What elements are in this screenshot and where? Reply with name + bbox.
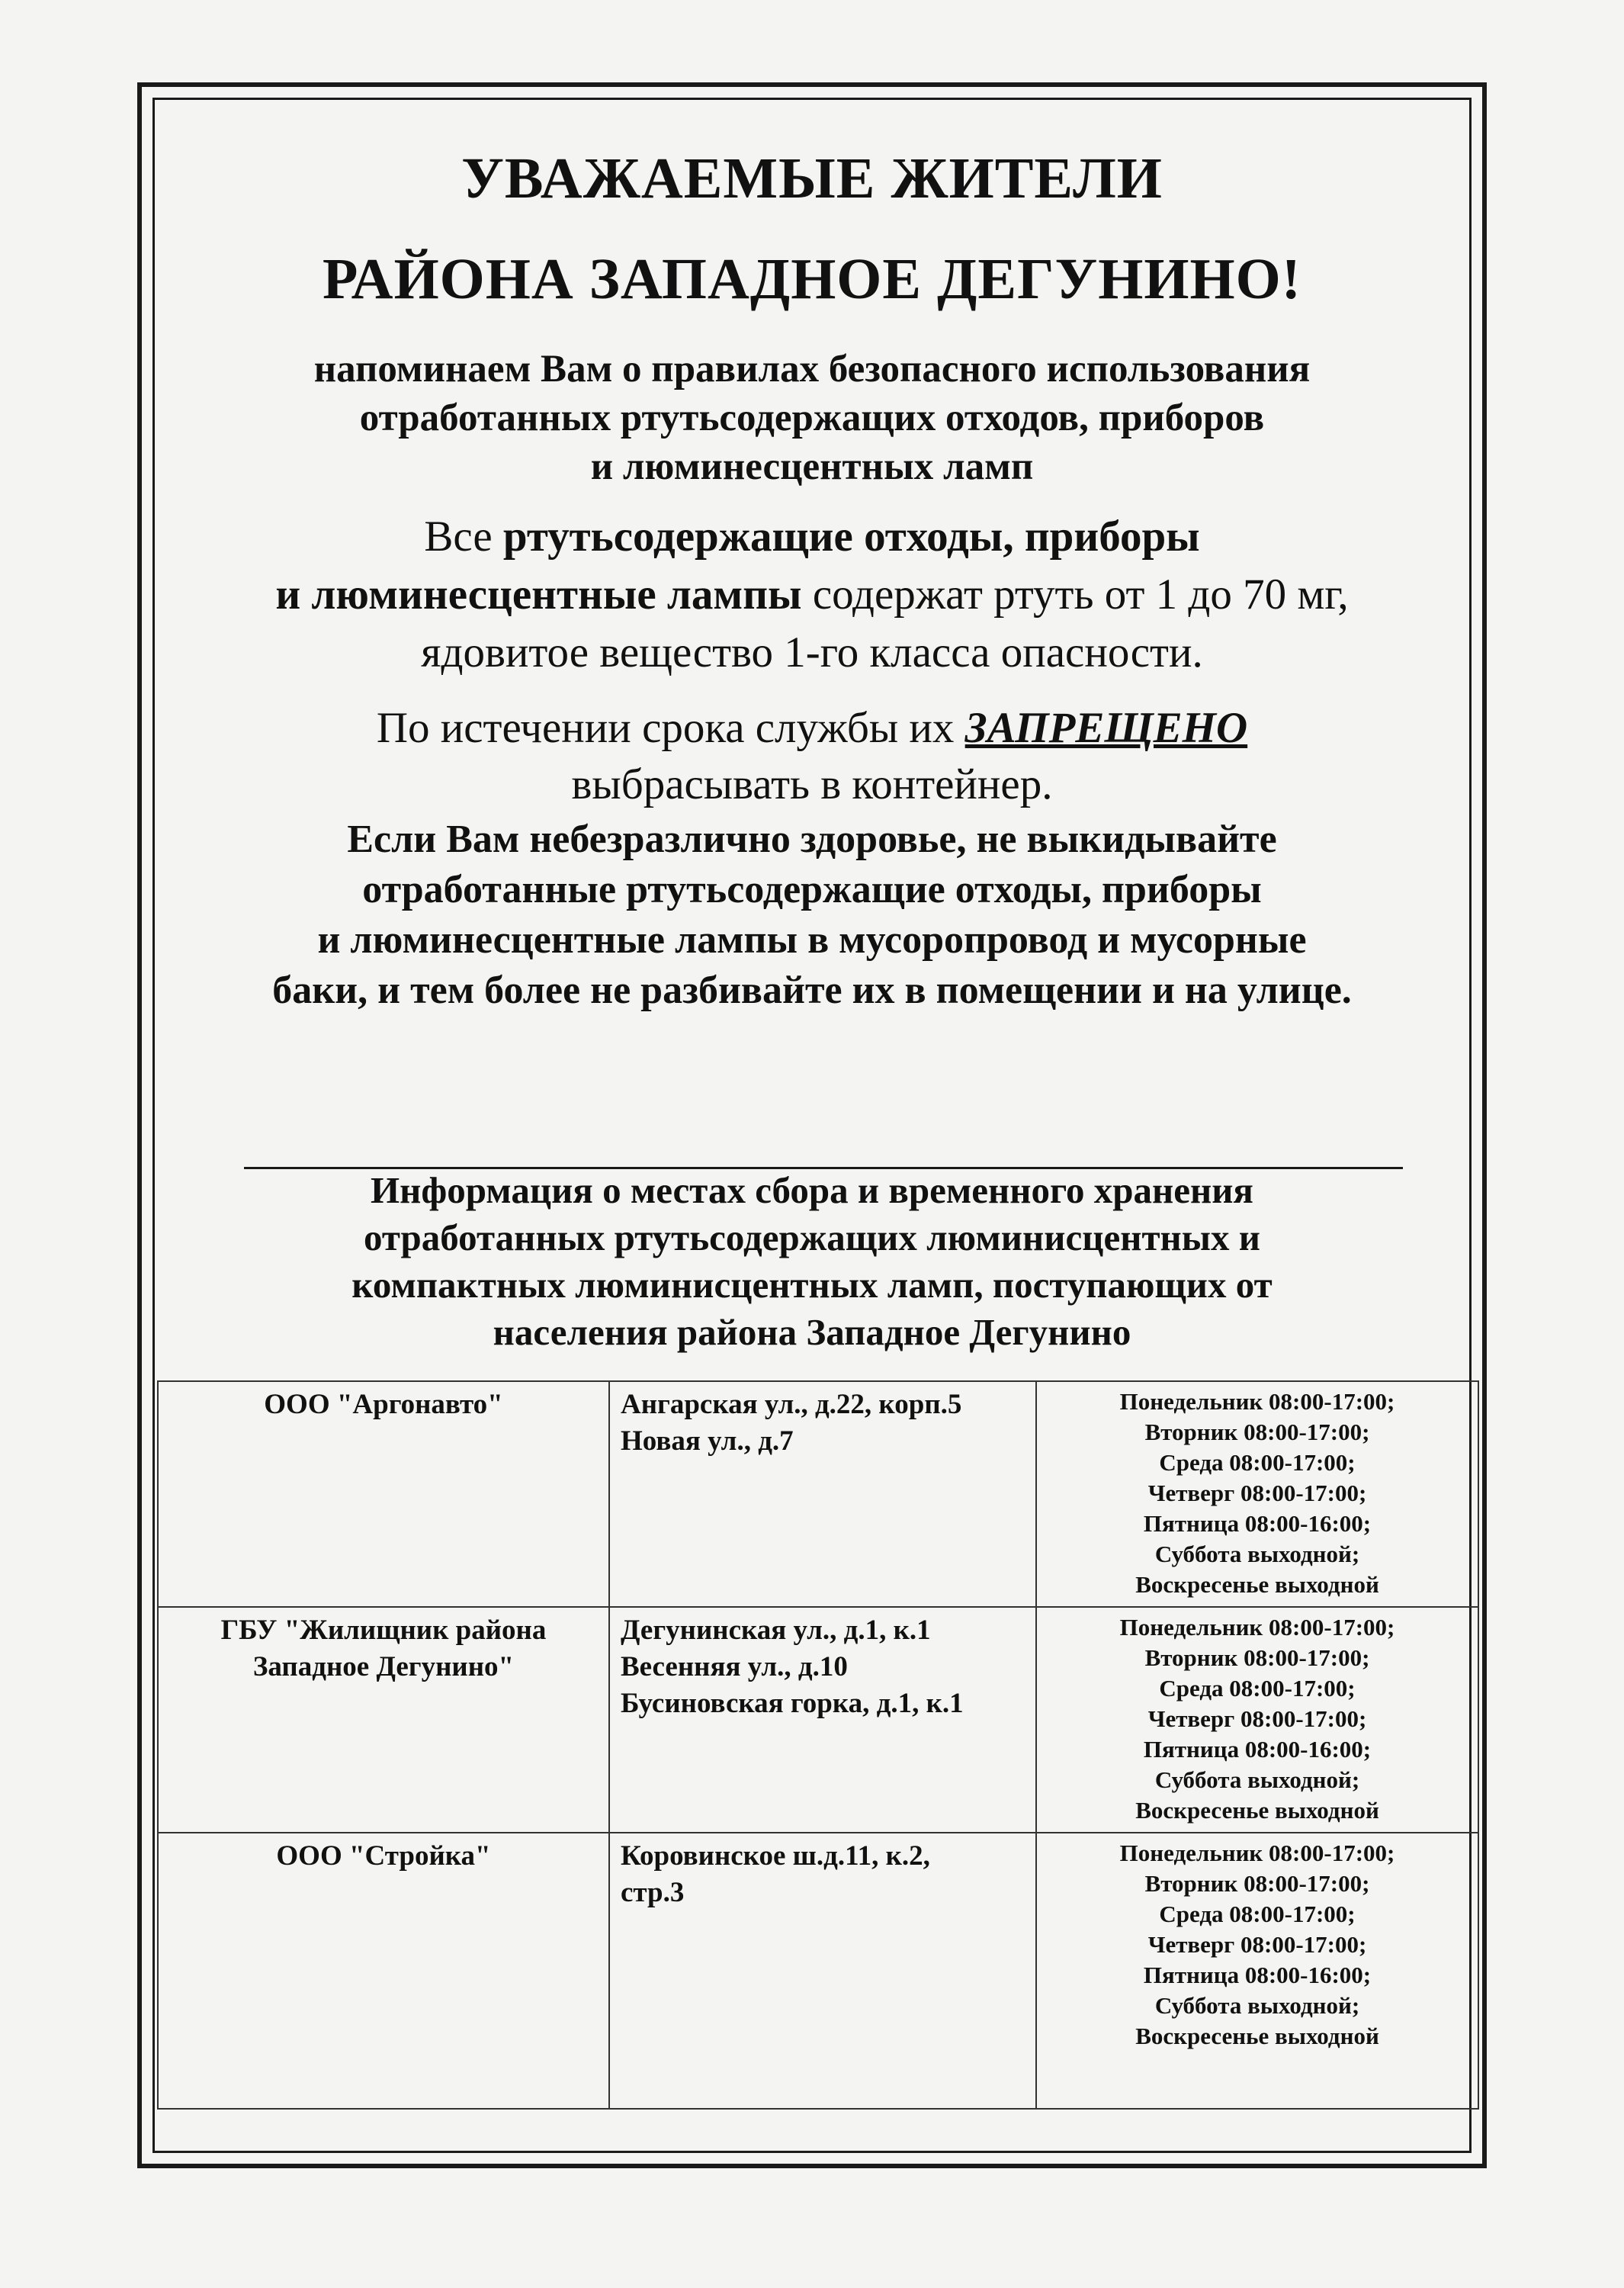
mercury-prefix: Все [424, 513, 503, 561]
address-line: Бусиновская горка, д.1, к.1 [621, 1688, 964, 1719]
schedule-line: Суббота выходной; [1154, 1992, 1360, 2019]
plea-paragraph [157, 815, 1467, 1016]
plea-line: и люминесцентные лампы в мусоропровод и мусорные [317, 918, 1307, 962]
schedule-cell [1036, 1607, 1478, 1833]
mercury-line-3: ядовитое вещество 1-го класса опасности. [421, 628, 1203, 676]
intro-paragraph [157, 345, 1467, 491]
info-line: Информация о местах сбора и временного хранения [371, 1169, 1253, 1211]
schedule-line: Понедельник 08:00-17:00; [1119, 1840, 1395, 1866]
address-cell [609, 1607, 1036, 1833]
schedule-line: Четверг 08:00-17:00; [1147, 1931, 1367, 1958]
address-line: Коровинское ш.д.11, к.2, [621, 1840, 930, 1872]
address-cell [609, 1833, 1036, 2109]
schedule-line: Суббота выходной; [1154, 1541, 1360, 1567]
address-line: Ангарская ул., д.22, корп.5 [621, 1389, 962, 1420]
intro-line: напоминаем Вам о правилах безопасного использования [313, 348, 1311, 390]
organization-name: ООО "Стройка" [276, 1840, 491, 1872]
table-row [158, 1381, 1478, 1607]
organization-cell [158, 1833, 609, 2109]
schedule-line: Вторник 08:00-17:00; [1144, 1419, 1370, 1445]
schedule-line: Среда 08:00-17:00; [1159, 1901, 1356, 1927]
info-heading [157, 1167, 1467, 1356]
organization-name: Западное Дегунино" [252, 1651, 515, 1682]
intro-line: отработанных ртутьсодержащих отходов, приборов [359, 397, 1265, 439]
title-line-2: РАЙОНА ЗАПАДНОЕ ДЕГУНИНО! [322, 247, 1301, 311]
ban-paragraph [157, 700, 1467, 813]
organization-name: ГБУ "Жилищник района [220, 1615, 547, 1646]
mercury-line-2 [157, 566, 1467, 624]
address-line: Дегунинская ул., д.1, к.1 [621, 1615, 931, 1646]
schedule-line: Пятница 08:00-16:00; [1143, 1736, 1372, 1763]
schedule-cell [1036, 1381, 1478, 1607]
plea-line: отработанные ртутьсодержащие отходы, приборы [362, 868, 1262, 911]
table-row [158, 1607, 1478, 1833]
schedule-line: Четверг 08:00-17:00; [1147, 1705, 1367, 1732]
mercury-paragraph [157, 508, 1467, 682]
schedule-line: Среда 08:00-17:00; [1159, 1449, 1356, 1476]
schedule-line: Понедельник 08:00-17:00; [1119, 1614, 1395, 1640]
organization-cell [158, 1607, 609, 1833]
table-row [158, 1833, 1478, 2109]
address-line: стр.3 [621, 1877, 685, 1908]
info-line: отработанных ртутьсодержащих люминисцентных и [364, 1216, 1260, 1258]
info-line: компактных люминисцентных ламп, поступающих от [351, 1264, 1273, 1306]
mercury-highlight-2: и люминесцентные лампы [275, 570, 802, 619]
plea-line: баки, и тем более не разбивайте их в помещении и на улице. [272, 969, 1352, 1012]
organization-cell [158, 1381, 609, 1607]
notice-content [157, 102, 1467, 1016]
schedule-line: Воскресенье выходной [1135, 1571, 1379, 1598]
mercury-line-1 [157, 508, 1467, 566]
address-line: Новая ул., д.7 [621, 1425, 794, 1457]
organization-name: ООО "Аргонавто" [264, 1389, 503, 1420]
schedule-line: Воскресенье выходной [1135, 1797, 1379, 1824]
schedule-line: Среда 08:00-17:00; [1159, 1675, 1356, 1702]
schedule-line: Пятница 08:00-16:00; [1143, 1962, 1372, 1988]
mercury-highlight-1: ртутьсодержащие отходы, приборы [502, 513, 1200, 561]
schedule-cell [1036, 1833, 1478, 2109]
schedule-line: Вторник 08:00-17:00; [1144, 1644, 1370, 1671]
forbidden-word: ЗАПРЕЩЕНО [964, 704, 1248, 752]
ban-prefix: По истечении срока службы их [376, 704, 965, 752]
schedule-line: Воскресенье выходной [1135, 2023, 1379, 2049]
intro-line: и люминесцентных ламп [590, 445, 1034, 488]
schedule-line: Суббота выходной; [1154, 1766, 1360, 1793]
address-cell [609, 1381, 1036, 1607]
address-line: Весенняя ул., д.10 [621, 1651, 848, 1682]
ban-line-1 [157, 700, 1467, 757]
plea-line: Если Вам небезразлично здоровье, не выкидывайте [347, 818, 1277, 861]
schedule-line: Пятница 08:00-16:00; [1143, 1510, 1372, 1537]
schedule-line: Вторник 08:00-17:00; [1144, 1870, 1370, 1897]
info-line: населения района Западное Дегунино [493, 1311, 1131, 1353]
ban-line-2: выбрасывать в контейнер. [571, 760, 1053, 808]
collection-points-table [157, 1380, 1479, 2110]
mercury-content-text: содержат ртуть от 1 до 70 мг, [801, 570, 1349, 619]
schedule-line: Четверг 08:00-17:00; [1147, 1480, 1367, 1506]
title-line-1: УВАЖАЕМЫЕ ЖИТЕЛИ [461, 146, 1163, 210]
schedule-line: Понедельник 08:00-17:00; [1119, 1388, 1395, 1415]
